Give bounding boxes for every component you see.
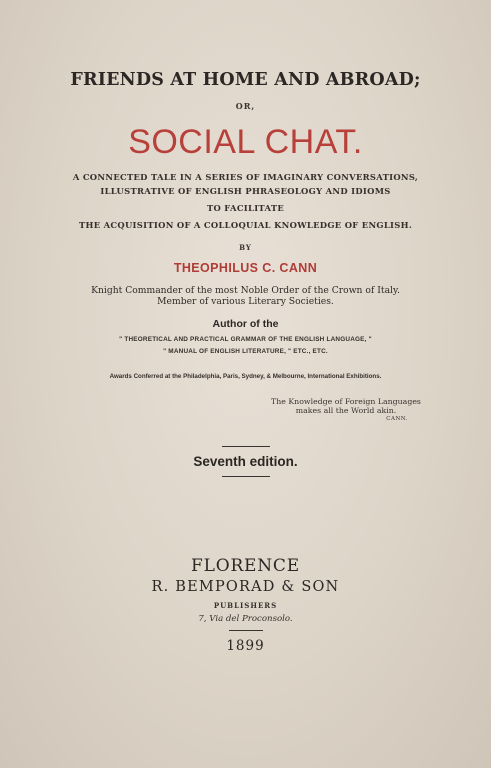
- divider-top: [222, 446, 270, 447]
- work-title-1: " THEORETICAL AND PRACTICAL GRAMMAR OF THE ENGLISH LANGUAGE, ": [119, 336, 372, 343]
- publisher-name: R. BEMPORAD & SON: [151, 579, 340, 595]
- divider-bottom: [222, 476, 270, 477]
- author-of-heading: Author of the: [212, 318, 279, 330]
- subtitle-line-2: ILLUSTRATIVE OF ENGLISH PHRASEOLOGY AND IDIOMS: [100, 186, 391, 196]
- epigraph-line-2: makes all the World akin.: [295, 406, 397, 415]
- divider-year: [229, 630, 263, 631]
- place-of-publication: FLORENCE: [191, 556, 300, 576]
- epigraph: [246, 397, 446, 424]
- book-title: FRIENDS AT HOME AND ABROAD;: [70, 70, 421, 90]
- work-title-2: " MANUAL OF ENGLISH LITERATURE, " ETC., ETC.: [163, 348, 328, 355]
- publishers-label: PUBLISHERS: [213, 601, 278, 610]
- or-connector: OR,: [235, 101, 256, 111]
- epigraph-attribution: CANN.: [386, 416, 408, 422]
- author-name: THEOPHILUS C. CANN: [173, 261, 318, 275]
- publisher-address: 7, Via del Proconsolo.: [198, 614, 293, 624]
- publication-year: 1899: [226, 638, 265, 654]
- subtitle-line-4: THE ACQUISITION OF A COLLOQUIAL KNOWLEDGE OF ENGLISH.: [78, 220, 413, 230]
- author-credential-1: Knight Commander of the most Noble Order of the Crown of Italy.: [91, 285, 400, 296]
- awards-line: Awards Conferred at the Philadelphia, Paris, Sydney, & Melbourne, International Exhibitions.: [109, 373, 382, 380]
- author-credential-2: Member of various Literary Societies.: [157, 296, 334, 307]
- subtitle-line-1: A CONNECTED TALE IN A SERIES OF IMAGINARY CONVERSATIONS,: [72, 172, 419, 182]
- edition-label: Seventh edition.: [193, 454, 298, 469]
- subtitle-line-3: TO FACILITATE: [206, 203, 285, 213]
- main-title: SOCIAL CHAT.: [128, 123, 363, 161]
- epigraph-line-1: The Knowledge of Foreign Languages: [271, 397, 421, 406]
- by-label: BY: [239, 243, 252, 252]
